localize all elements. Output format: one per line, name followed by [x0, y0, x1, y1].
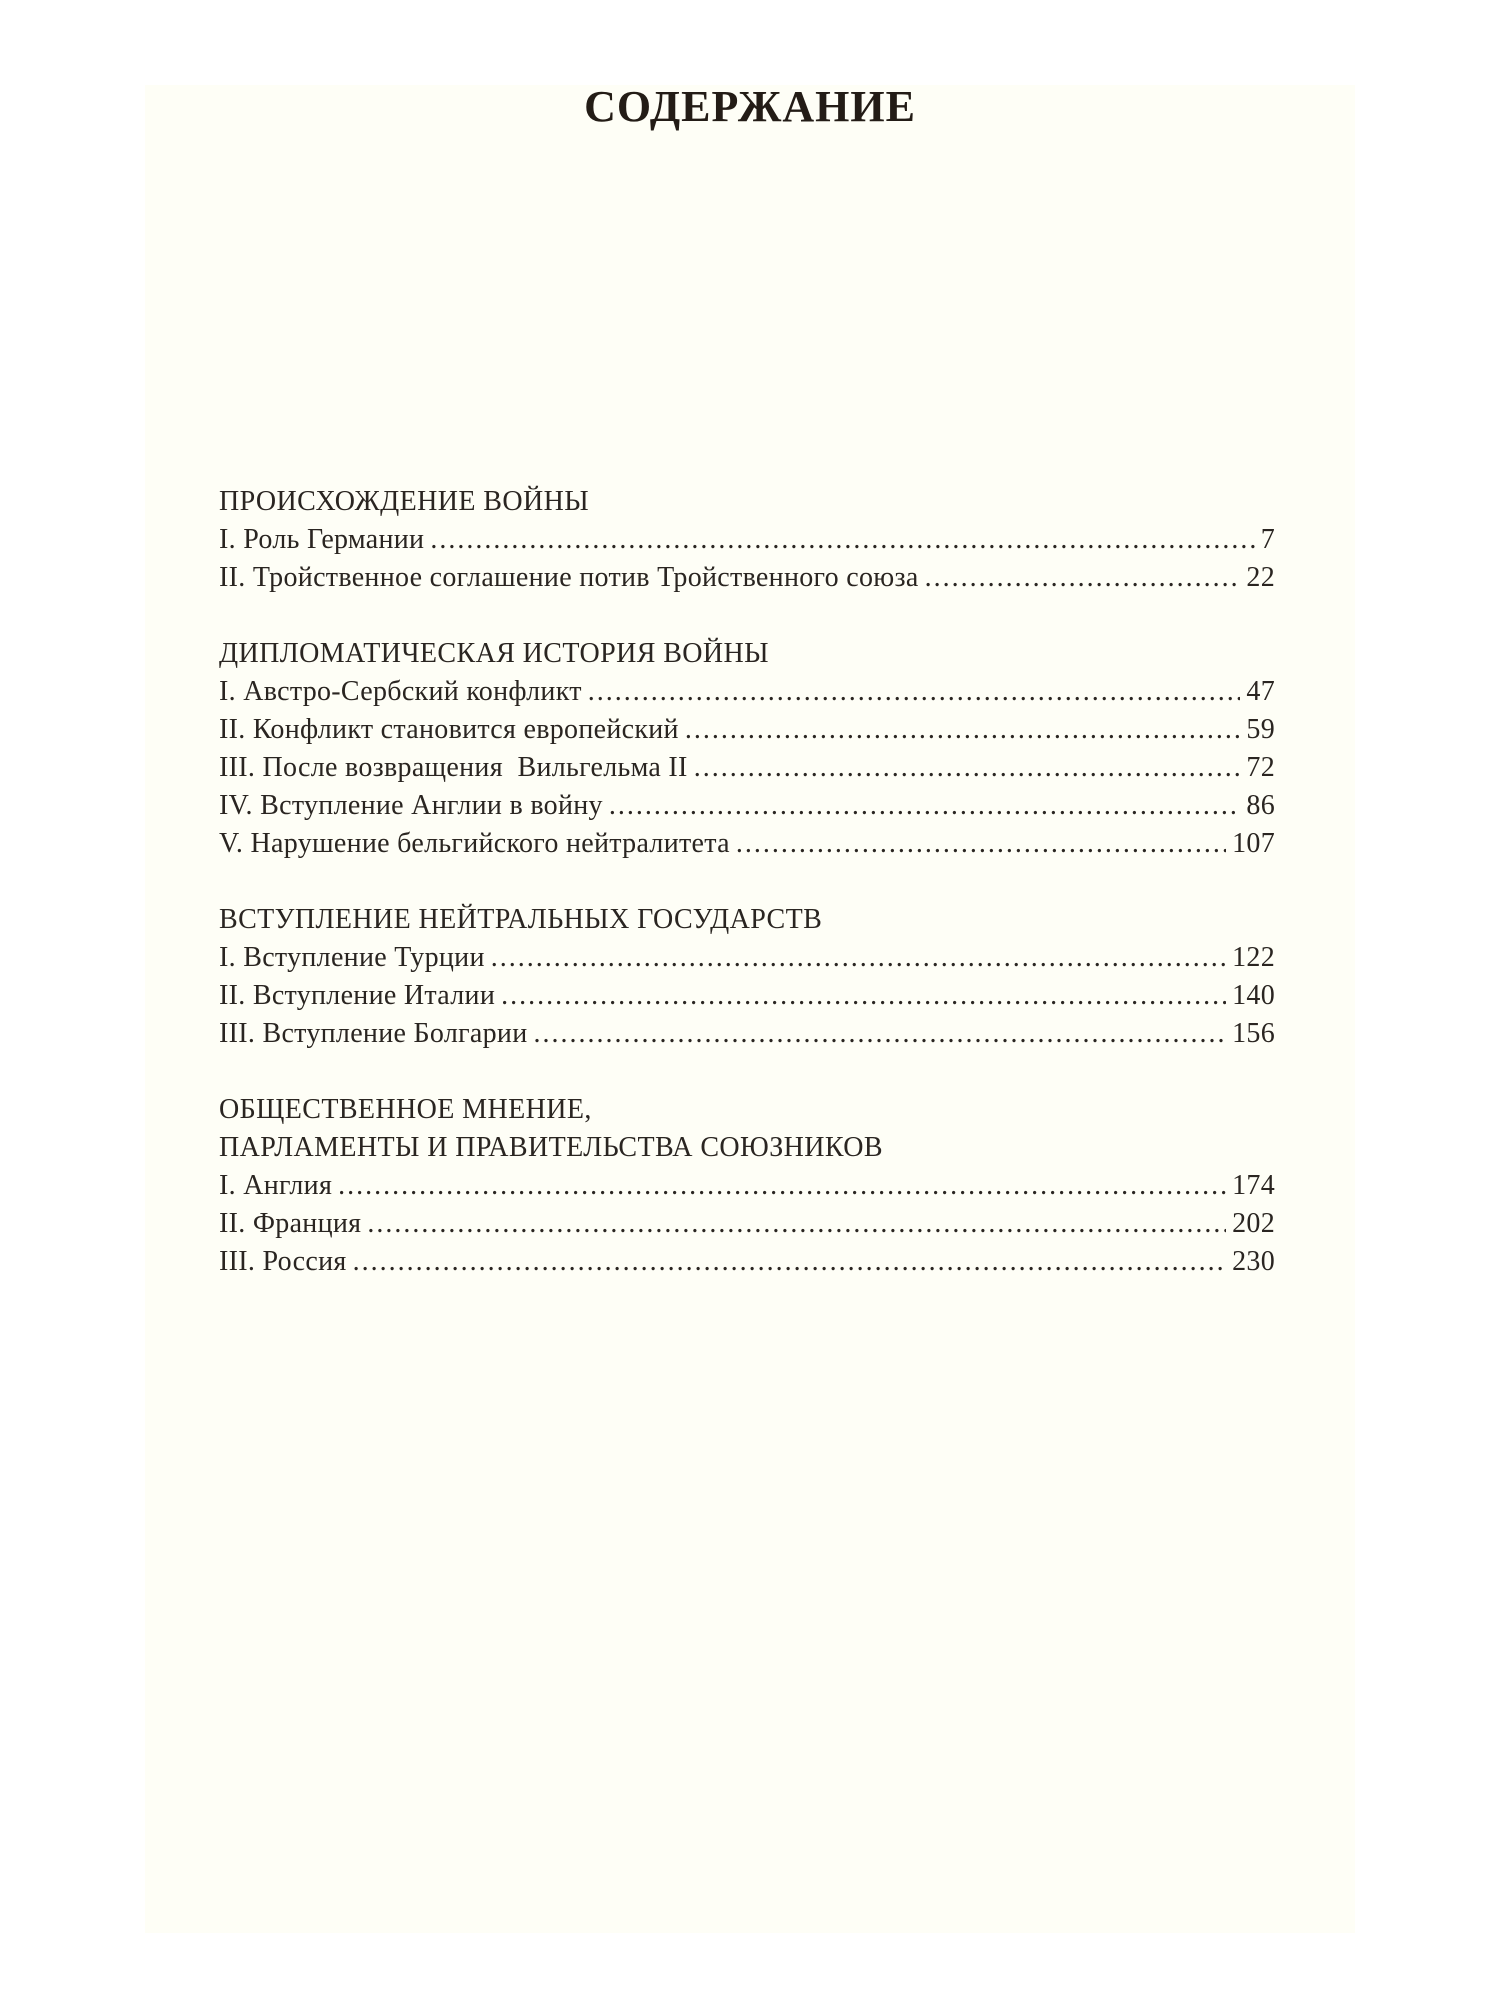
toc-entry-page: 122 [1232, 942, 1275, 973]
dot-leader [736, 825, 1226, 863]
toc-section [219, 635, 1275, 863]
toc-entry-label: I. Вступление Турции [219, 942, 485, 973]
dot-leader [534, 1015, 1227, 1053]
section-heading: ДИПЛОМАТИЧЕСКАЯ ИСТОРИЯ ВОЙНЫ [219, 638, 769, 669]
dot-leader [588, 673, 1241, 711]
toc-entry-page: 140 [1232, 980, 1275, 1011]
toc-entry-label: III. Россия [219, 1246, 347, 1277]
dot-leader [925, 559, 1241, 597]
toc-entry-label: I. Роль Германии [219, 524, 425, 555]
toc-entry[interactable] [219, 1205, 1275, 1243]
document-page [145, 82, 1355, 1933]
toc-entry-page: 59 [1246, 714, 1275, 745]
page-title: СОДЕРЖАНИЕ [584, 82, 916, 131]
toc-entry-label: IV. Вступление Англии в войну [219, 790, 603, 821]
toc-entry-label: II. Вступление Италии [219, 980, 496, 1011]
toc-entry[interactable] [219, 521, 1275, 559]
dot-leader [338, 1167, 1226, 1205]
toc-entry[interactable] [219, 825, 1275, 863]
toc-entry[interactable] [219, 1015, 1275, 1053]
toc-entry-page: 86 [1246, 790, 1275, 821]
toc-entry-page: 107 [1232, 828, 1275, 859]
section-heading: ПАРЛАМЕНТЫ И ПРАВИТЕЛЬСТВА СОЮЗНИКОВ [219, 1132, 883, 1163]
toc-entry-page: 230 [1232, 1246, 1275, 1277]
toc-entry-label: V. Нарушение бельгийского нейтралитета [219, 828, 730, 859]
toc-entry-label: II. Тройственное соглашение потив Тройственного союза [219, 562, 919, 593]
dot-leader [353, 1243, 1227, 1281]
dot-leader [685, 711, 1241, 749]
toc-entry-page: 22 [1246, 562, 1275, 593]
toc-entry-label: I. Австро-Сербский конфликт [219, 676, 582, 707]
toc-entry[interactable] [219, 1167, 1275, 1205]
toc-entry-label: III. Вступление Болгарии [219, 1018, 528, 1049]
dot-leader [609, 787, 1241, 825]
toc-entry[interactable] [219, 1243, 1275, 1281]
toc-entry-page: 47 [1246, 676, 1275, 707]
dot-leader [694, 749, 1241, 787]
dot-leader [430, 521, 1254, 559]
toc-section [219, 901, 1275, 1053]
dot-leader [367, 1205, 1226, 1243]
toc-entry-page: 202 [1232, 1208, 1275, 1239]
toc-entry-label: III. После возвращения Вильгельма II [219, 752, 688, 783]
toc-section [219, 1091, 1275, 1281]
section-heading: ПРОИСХОЖДЕНИЕ ВОЙНЫ [219, 486, 590, 517]
dot-leader [501, 977, 1226, 1015]
toc-entry[interactable] [219, 939, 1275, 977]
toc-entry[interactable] [219, 673, 1275, 711]
toc-entry-label: I. Англия [219, 1170, 333, 1201]
toc-entry[interactable] [219, 977, 1275, 1015]
toc-entry-label: II. Франция [219, 1208, 362, 1239]
toc-entry-label: II. Конфликт становится европейский [219, 714, 679, 745]
toc-entry[interactable] [219, 749, 1275, 787]
toc-entry-page: 72 [1246, 752, 1275, 783]
section-heading: ВСТУПЛЕНИЕ НЕЙТРАЛЬНЫХ ГОСУДАРСТВ [219, 904, 823, 935]
toc-entry[interactable] [219, 711, 1275, 749]
toc-section [219, 483, 1275, 597]
toc-entry-page: 156 [1232, 1018, 1275, 1049]
toc-entry-page: 174 [1232, 1170, 1275, 1201]
toc-entry-page: 7 [1260, 524, 1275, 555]
dot-leader [491, 939, 1226, 977]
toc-entry[interactable] [219, 787, 1275, 825]
toc-entry[interactable] [219, 559, 1275, 597]
section-heading: ОБЩЕСТВЕННОЕ МНЕНИЕ, [219, 1094, 592, 1125]
table-of-contents [219, 483, 1275, 1319]
